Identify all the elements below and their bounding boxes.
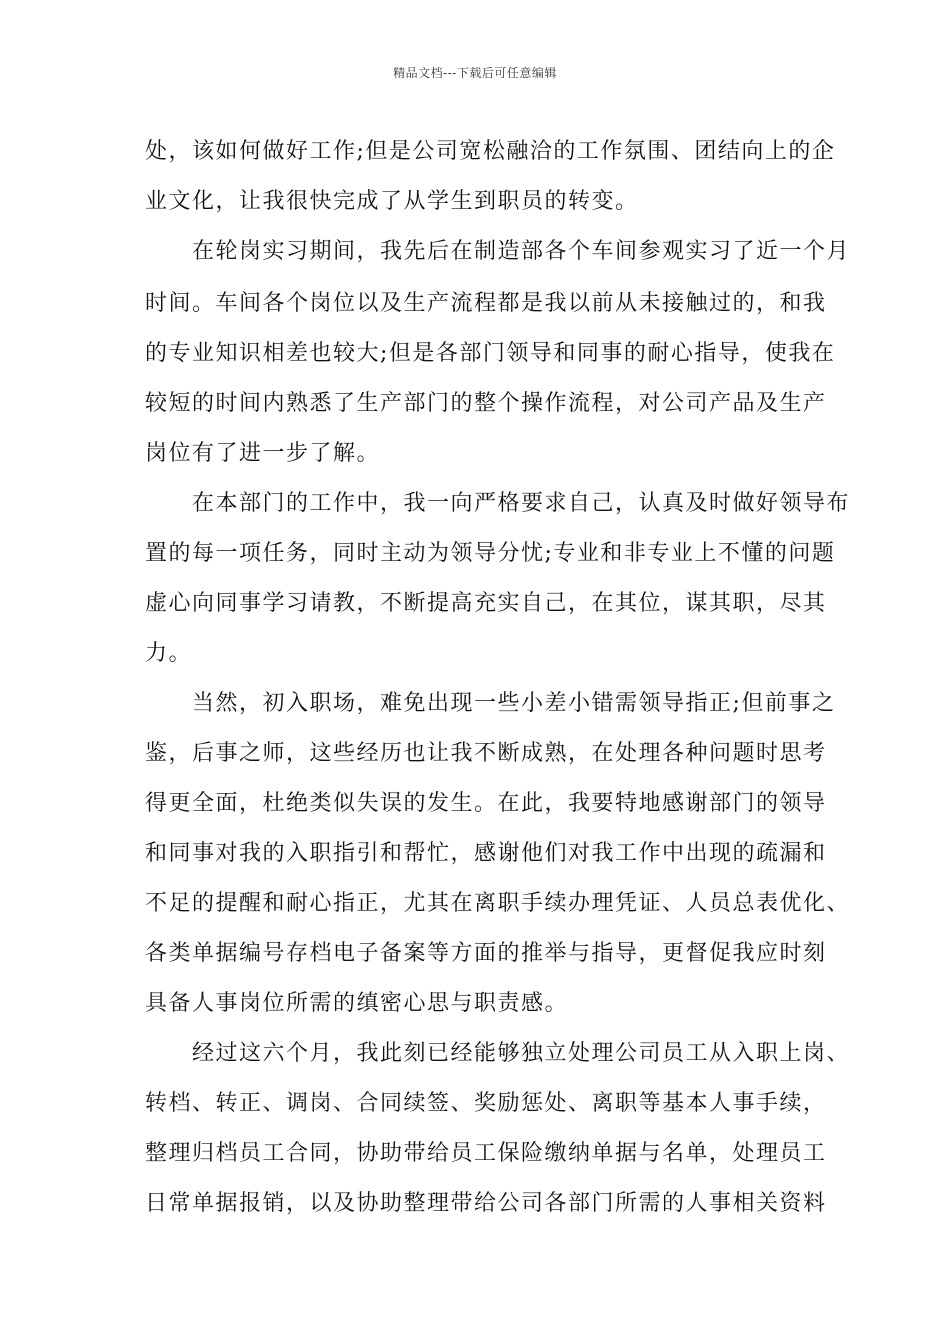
body-line: 经过这六个月，我此刻已经能够独立处理公司员工从入职上岗、 bbox=[145, 1041, 851, 1066]
page-header: 精品文档---下载后可任意编辑 bbox=[393, 66, 557, 80]
body-line: 较短的时间内熟悉了生产部门的整个操作流程，对公司产品及生产 bbox=[145, 391, 827, 416]
body-line: 得更全面，杜绝类似失误的发生。在此，我要特地感谢部门的领导 bbox=[145, 791, 827, 816]
body-line: 和同事对我的入职指引和帮忙，感谢他们对我工作中出现的疏漏和 bbox=[145, 841, 827, 866]
body-line: 在轮岗实习期间，我先后在制造部各个车间参观实习了近一个月 bbox=[145, 239, 851, 264]
body-line: 虚心向同事学习请教，不断提高充实自己，在其位，谋其职，尽其 bbox=[145, 591, 827, 616]
body-line: 当然，初入职场，难免出现一些小差小错需领导指正;但前事之 bbox=[145, 691, 836, 716]
body-line: 具备人事岗位所需的缜密心思与职责感。 bbox=[145, 991, 569, 1016]
body-line: 时间。车间各个岗位以及生产流程都是我以前从未接触过的，和我 bbox=[145, 291, 827, 316]
body-line: 整理归档员工合同，协助带给员工保险缴纳单据与名单，处理员工 bbox=[145, 1141, 827, 1166]
body-line: 转档、转正、调岗、合同续签、奖励惩处、离职等基本人事手续， bbox=[145, 1091, 827, 1116]
body-line: 处，该如何做好工作;但是公司宽松融洽的工作氛围、团结向上的企 bbox=[145, 139, 836, 164]
body-line: 置的每一项任务，同时主动为领导分忧;专业和非专业上不懂的问题 bbox=[145, 541, 836, 566]
body-line: 日常单据报销，以及协助整理带给公司各部门所需的人事相关资料 bbox=[145, 1191, 827, 1216]
body-line: 鉴，后事之师，这些经历也让我不断成熟，在处理各种问题时思考 bbox=[145, 741, 827, 766]
body-line: 的专业知识相差也较大;但是各部门领导和同事的耐心指导，使我在 bbox=[145, 341, 836, 366]
body-line: 不足的提醒和耐心指正，尤其在离职手续办理凭证、人员总表优化、 bbox=[145, 891, 851, 916]
body-line: 在本部门的工作中，我一向严格要求自己，认真及时做好领导布 bbox=[145, 491, 851, 516]
body-line: 各类单据编号存档电子备案等方面的推举与指导，更督促我应时刻 bbox=[145, 941, 827, 966]
body-line: 岗位有了进一步了解。 bbox=[145, 441, 381, 466]
body-line: 业文化，让我很快完成了从学生到职员的转变。 bbox=[145, 189, 639, 214]
body-line: 力。 bbox=[145, 641, 193, 666]
